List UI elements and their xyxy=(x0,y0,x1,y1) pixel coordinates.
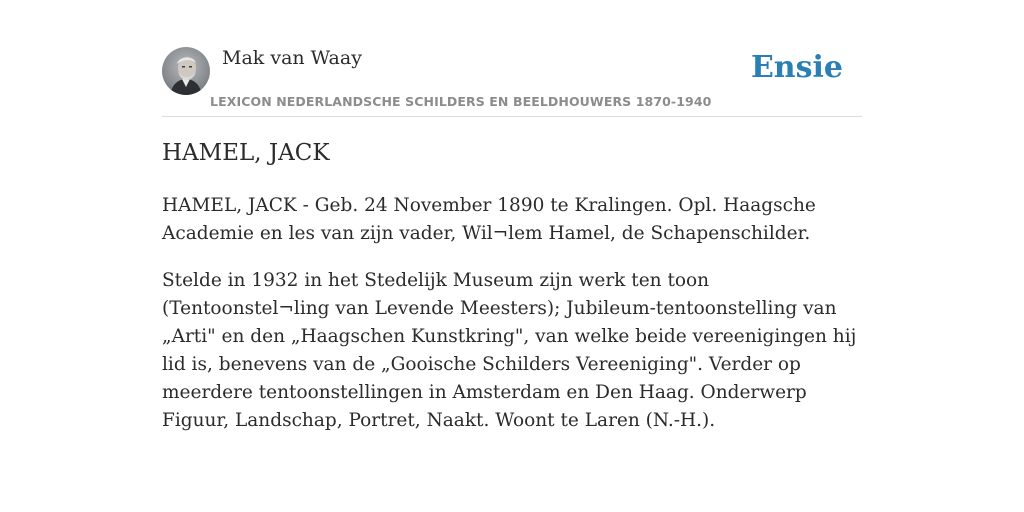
lexicon-title[interactable]: LEXICON NEDERLANDSCHE SCHILDERS EN BEELDHOUWERS 1870-1940 xyxy=(210,94,712,109)
author-name-link[interactable]: Mak van Waay xyxy=(222,47,362,69)
page-header xyxy=(162,40,862,117)
entry-paragraph: Stelde in 1932 in het Stedelijk Museum zijn werk ten toon (Tentoonstel¬ling van Levende Meesters); Jubileum-tentoonstelling van „Arti" en den „Haagschen Kunstkring", van welke beide vereenigingen hij lid is, benevens van de „Gooische Schilders Vereeniging". Verder op meerdere tentoonstellingen in Amsterdam en Den Haag. Onderwerp Figuur, Landschap, Portret, Naakt. Woont te Laren (N.-H.). xyxy=(162,270,857,431)
ensie-logo[interactable]: Ensie xyxy=(750,50,843,85)
entry-paragraph: HAMEL, JACK - Geb. 24 November 1890 te Kralingen. Opl. Haagsche Academie en les van zijn vader, Wil¬lem Hamel, de Schapenschilder. xyxy=(162,195,816,244)
entry-body xyxy=(162,192,868,454)
author-avatar[interactable] xyxy=(162,47,210,95)
entry-title: HAMEL, JACK xyxy=(162,140,330,166)
